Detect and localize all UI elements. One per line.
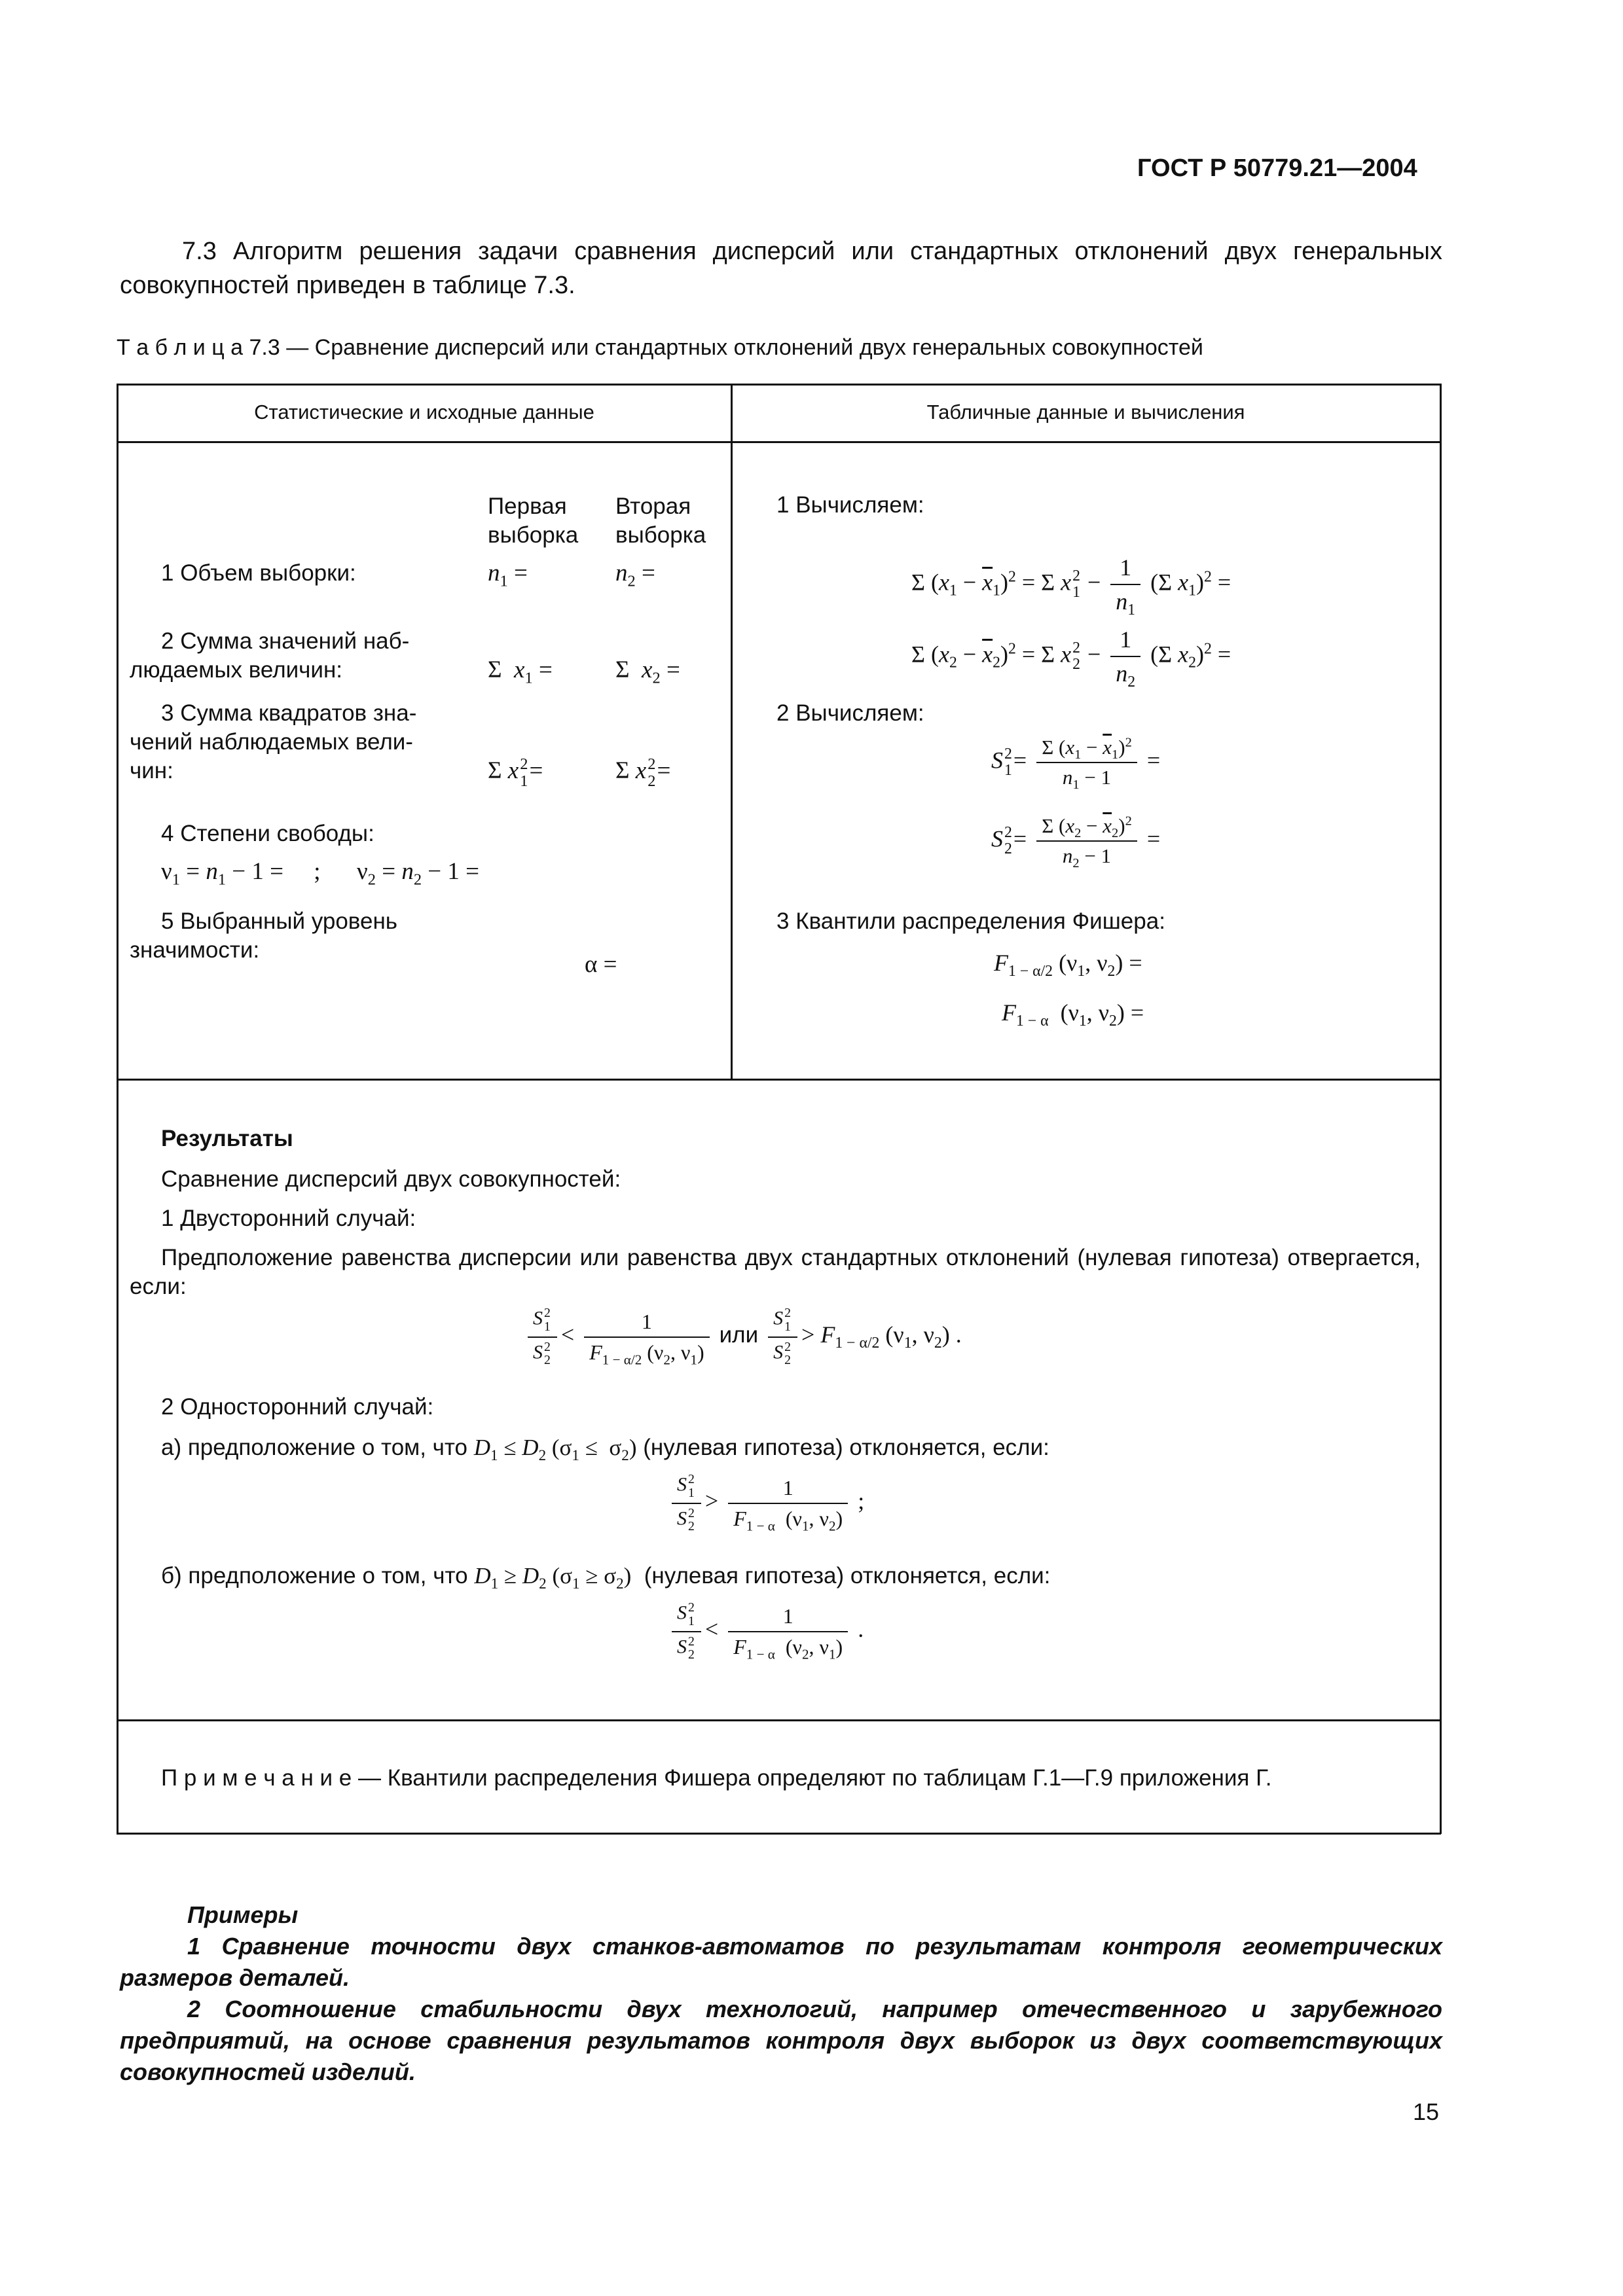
table-caption (117, 335, 1203, 361)
s1-variance-formula: S 2 1 = $\frac{\Sigma (x_1 - \overline{x}_1)^2}{n_1 - 1}$ = (991, 735, 1161, 793)
n1-formula: $n_1$ = (488, 560, 528, 590)
sum-sq-x1-formula: Σ x 2 1 = (488, 755, 543, 790)
table-note (161, 1765, 1272, 1791)
case2b-line: б) предположение о том, что $D_1 \ge D_2$ $(\sigma_1 \ge \sigma_2)$ (нулевая гипотеза) отклоняется, если: (161, 1563, 1051, 1592)
item-significance-l2: значимости: (130, 937, 260, 963)
note-prefix: П р и м е ч а н и е (161, 1765, 352, 1791)
case2-label: 2 Односторонний случай: (161, 1394, 434, 1420)
item-sum-squares-l1: 3 Сумма квадратов зна- (161, 700, 417, 726)
standard-code: ГОСТ Р 50779.21—2004 (1137, 154, 1417, 182)
examples-heading: Примеры (187, 1901, 299, 1928)
two-sided-criterion: S 2 1 S 2 2 < $\frac{1}{F_{1 - \alpha/2} (\nu_2, \nu_1)}$ или S 2 1 S 2 2 > $F_{1 - \alpha/2}$ ($\nu_1$, $\nu_2$) . (524, 1306, 962, 1367)
case1-label: 1 Двусторонний случай: (161, 1206, 416, 1231)
item-sum-values-l2: людаемых величин: (130, 657, 343, 683)
col-header-left: Статистические и исходные данные (254, 401, 594, 423)
fisher-one-sided-formula: $F_{1 - \alpha}$ ($\nu_1$, $\nu_2$) = (1002, 999, 1144, 1030)
ss2-formula: Σ $(x_2 - \overline{x}_2)^2 = \Sigma$ x 2 2 − $\frac{1}{n_2}$ (Σ $x_2)^2$ = (911, 626, 1231, 691)
sum-x2-formula: Σ $x_2$ = (615, 656, 680, 687)
step3-label: 3 Квантили распределения Фишера: (776, 908, 1165, 934)
nu-formulas: $\nu_1 = n_1 - 1$ = ; $\nu_2 = n_2 - 1$ = (161, 858, 480, 889)
example-2: 2 Соотношение стабильности двух технологий, например отечественного и зарубежного предприятий, на основе сравнения результатов контроля двух выборок из двух соответствующих совокупностей изделий. (120, 1996, 1442, 2085)
col1-label: Первая выборка (488, 493, 579, 548)
ss1-formula: Σ $(x_1 - \overline{x}_1)^2 = \Sigma$ x 2 1 − $\frac{1}{n_1}$ (Σ $x_1)^2$ = (911, 554, 1231, 619)
sum-x1-formula: Σ $x_1$ = (488, 656, 553, 687)
item-degrees-freedom: 4 Степени свободы: (161, 821, 374, 846)
results-line1: Сравнение дисперсий двух совокупностей: (161, 1166, 621, 1192)
case2a-line: а) предположение о том, что $D_1 \le D_2$ $(\sigma_1 \le \sigma_2)$ (нулевая гипотеза) отклоняется, если: (161, 1435, 1049, 1463)
item-sum-squares-l2: чений наблюдаемых вели- (130, 729, 413, 755)
example-1: 1 Сравнение точности двух станков-автоматов по результатам контроля геометрических размеров деталей. (120, 1933, 1442, 1991)
col2-label: Вторая выборка (615, 493, 706, 548)
page-number: 15 (1413, 2098, 1440, 2125)
intro-paragraph: 7.3 Алгоритм решения задачи сравнения дисперсий или стандартных отклонений двух генеральных совокупностей приведен в таблице 7.3. (120, 238, 1442, 299)
sum-sq-x2-formula: Σ x 2 2 = (615, 755, 671, 790)
case1-text: Предположение равенства дисперсии или равенства двух стандартных отклонений (нулевая гипотеза) отвергается, если: (130, 1245, 1421, 1299)
case2b-criterion: S 2 1 S 2 2 < $\frac{1}{F_{1 - \alpha} (\nu_2, \nu_1)}$ . (668, 1601, 864, 1662)
item-significance-l1: 5 Выбранный уровень (161, 908, 398, 934)
col-header-right: Табличные данные и вычисления (926, 401, 1245, 423)
results-heading: Результаты (161, 1126, 293, 1151)
step1-label: 1 Вычисляем: (776, 492, 924, 518)
item-sample-size: 1 Объем выборки: (161, 560, 356, 586)
item-sum-squares-l3: чин: (130, 758, 173, 783)
n2-formula: $n_2$ = (615, 560, 655, 590)
case2a-criterion: S 2 1 S 2 2 > $\frac{1}{F_{1 - \alpha} (\nu_1, \nu_2)}$ ; (668, 1473, 864, 1534)
alpha-formula: α = (585, 951, 617, 978)
s2-variance-formula: S 2 2 = $\frac{\Sigma (x_2 - \overline{x}_2)^2}{n_2 - 1}$ = (991, 814, 1161, 871)
item-sum-values-l1: 2 Сумма значений наб- (161, 628, 410, 654)
table-caption-title: — Сравнение дисперсий или стандартных отклонений двух генеральных совокупностей (280, 335, 1203, 360)
table-caption-prefix: Т а б л и ц а 7.3 (117, 335, 280, 360)
note-text: — Квантили распределения Фишера определяют по таблицам Г.1—Г.9 приложения Г. (352, 1765, 1272, 1791)
fisher-two-sided-formula: $F_{1 - \alpha/2}$ ($\nu_1$, $\nu_2$) = (994, 950, 1142, 980)
step2-label: 2 Вычисляем: (776, 700, 924, 726)
